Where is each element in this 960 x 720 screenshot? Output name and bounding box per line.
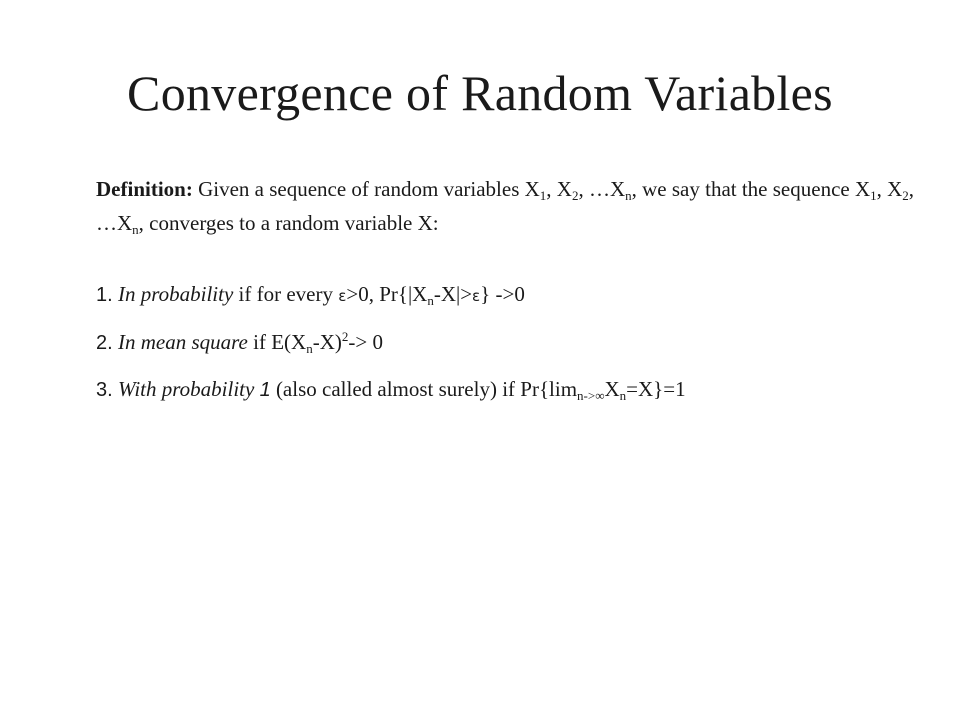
subscript: 2 [902,188,909,203]
item-text: =X}=1 [626,377,686,401]
list-number: 1. [96,284,113,306]
subscript: 1 [539,188,547,203]
item-text: -> 0 [348,330,383,354]
item-term-number: 1 [259,379,271,401]
definition-text: , converges to a random variable X: [138,211,439,235]
subscript: n [427,293,434,308]
superscript: 2 [341,329,349,344]
subscript: 1 [870,188,877,203]
item-term: In probability [118,282,234,306]
slide-title: Convergence of Random Variables [127,65,833,121]
subscript: n->∞ [577,388,605,403]
definition-text: , we say that the sequence X [631,177,871,201]
epsilon-symbol: ε [338,287,347,305]
subscript: 2 [571,188,579,203]
item-text: (also called almost surely) if Pr{lim [270,377,578,401]
item-text: >0, Pr{|X [346,282,428,306]
subscript: n [619,388,627,403]
item-text: if for every [233,282,339,306]
epsilon-symbol: ε [472,287,481,305]
list-number: 2. [96,332,113,354]
item-text: if E(X [247,330,307,354]
definition-text: , X [546,177,572,201]
slide-body [96,172,916,424]
item-text: -X|> [433,282,473,306]
definition-text: , X [876,177,903,201]
subscript: n [306,341,313,356]
subscript: n [625,188,632,203]
definition-text: Given a sequence of random variables X [192,177,540,201]
list-item-probability-one [96,377,916,402]
item-text: X [604,377,620,401]
item-text: } ->0 [480,282,525,306]
item-text: -X) [312,330,342,354]
definition-text: , …X [578,177,626,201]
list-number: 3. [96,379,113,401]
definition-label: Definition: [96,177,193,201]
subscript: n [132,222,139,237]
definition-paragraph [96,172,916,240]
item-term: With probability [118,377,260,401]
list-item-probability [96,282,916,308]
definition-text: , …X [96,177,915,235]
list-item-mean-square [96,330,916,355]
convergence-list [96,282,916,402]
item-term: In mean square [118,330,248,354]
